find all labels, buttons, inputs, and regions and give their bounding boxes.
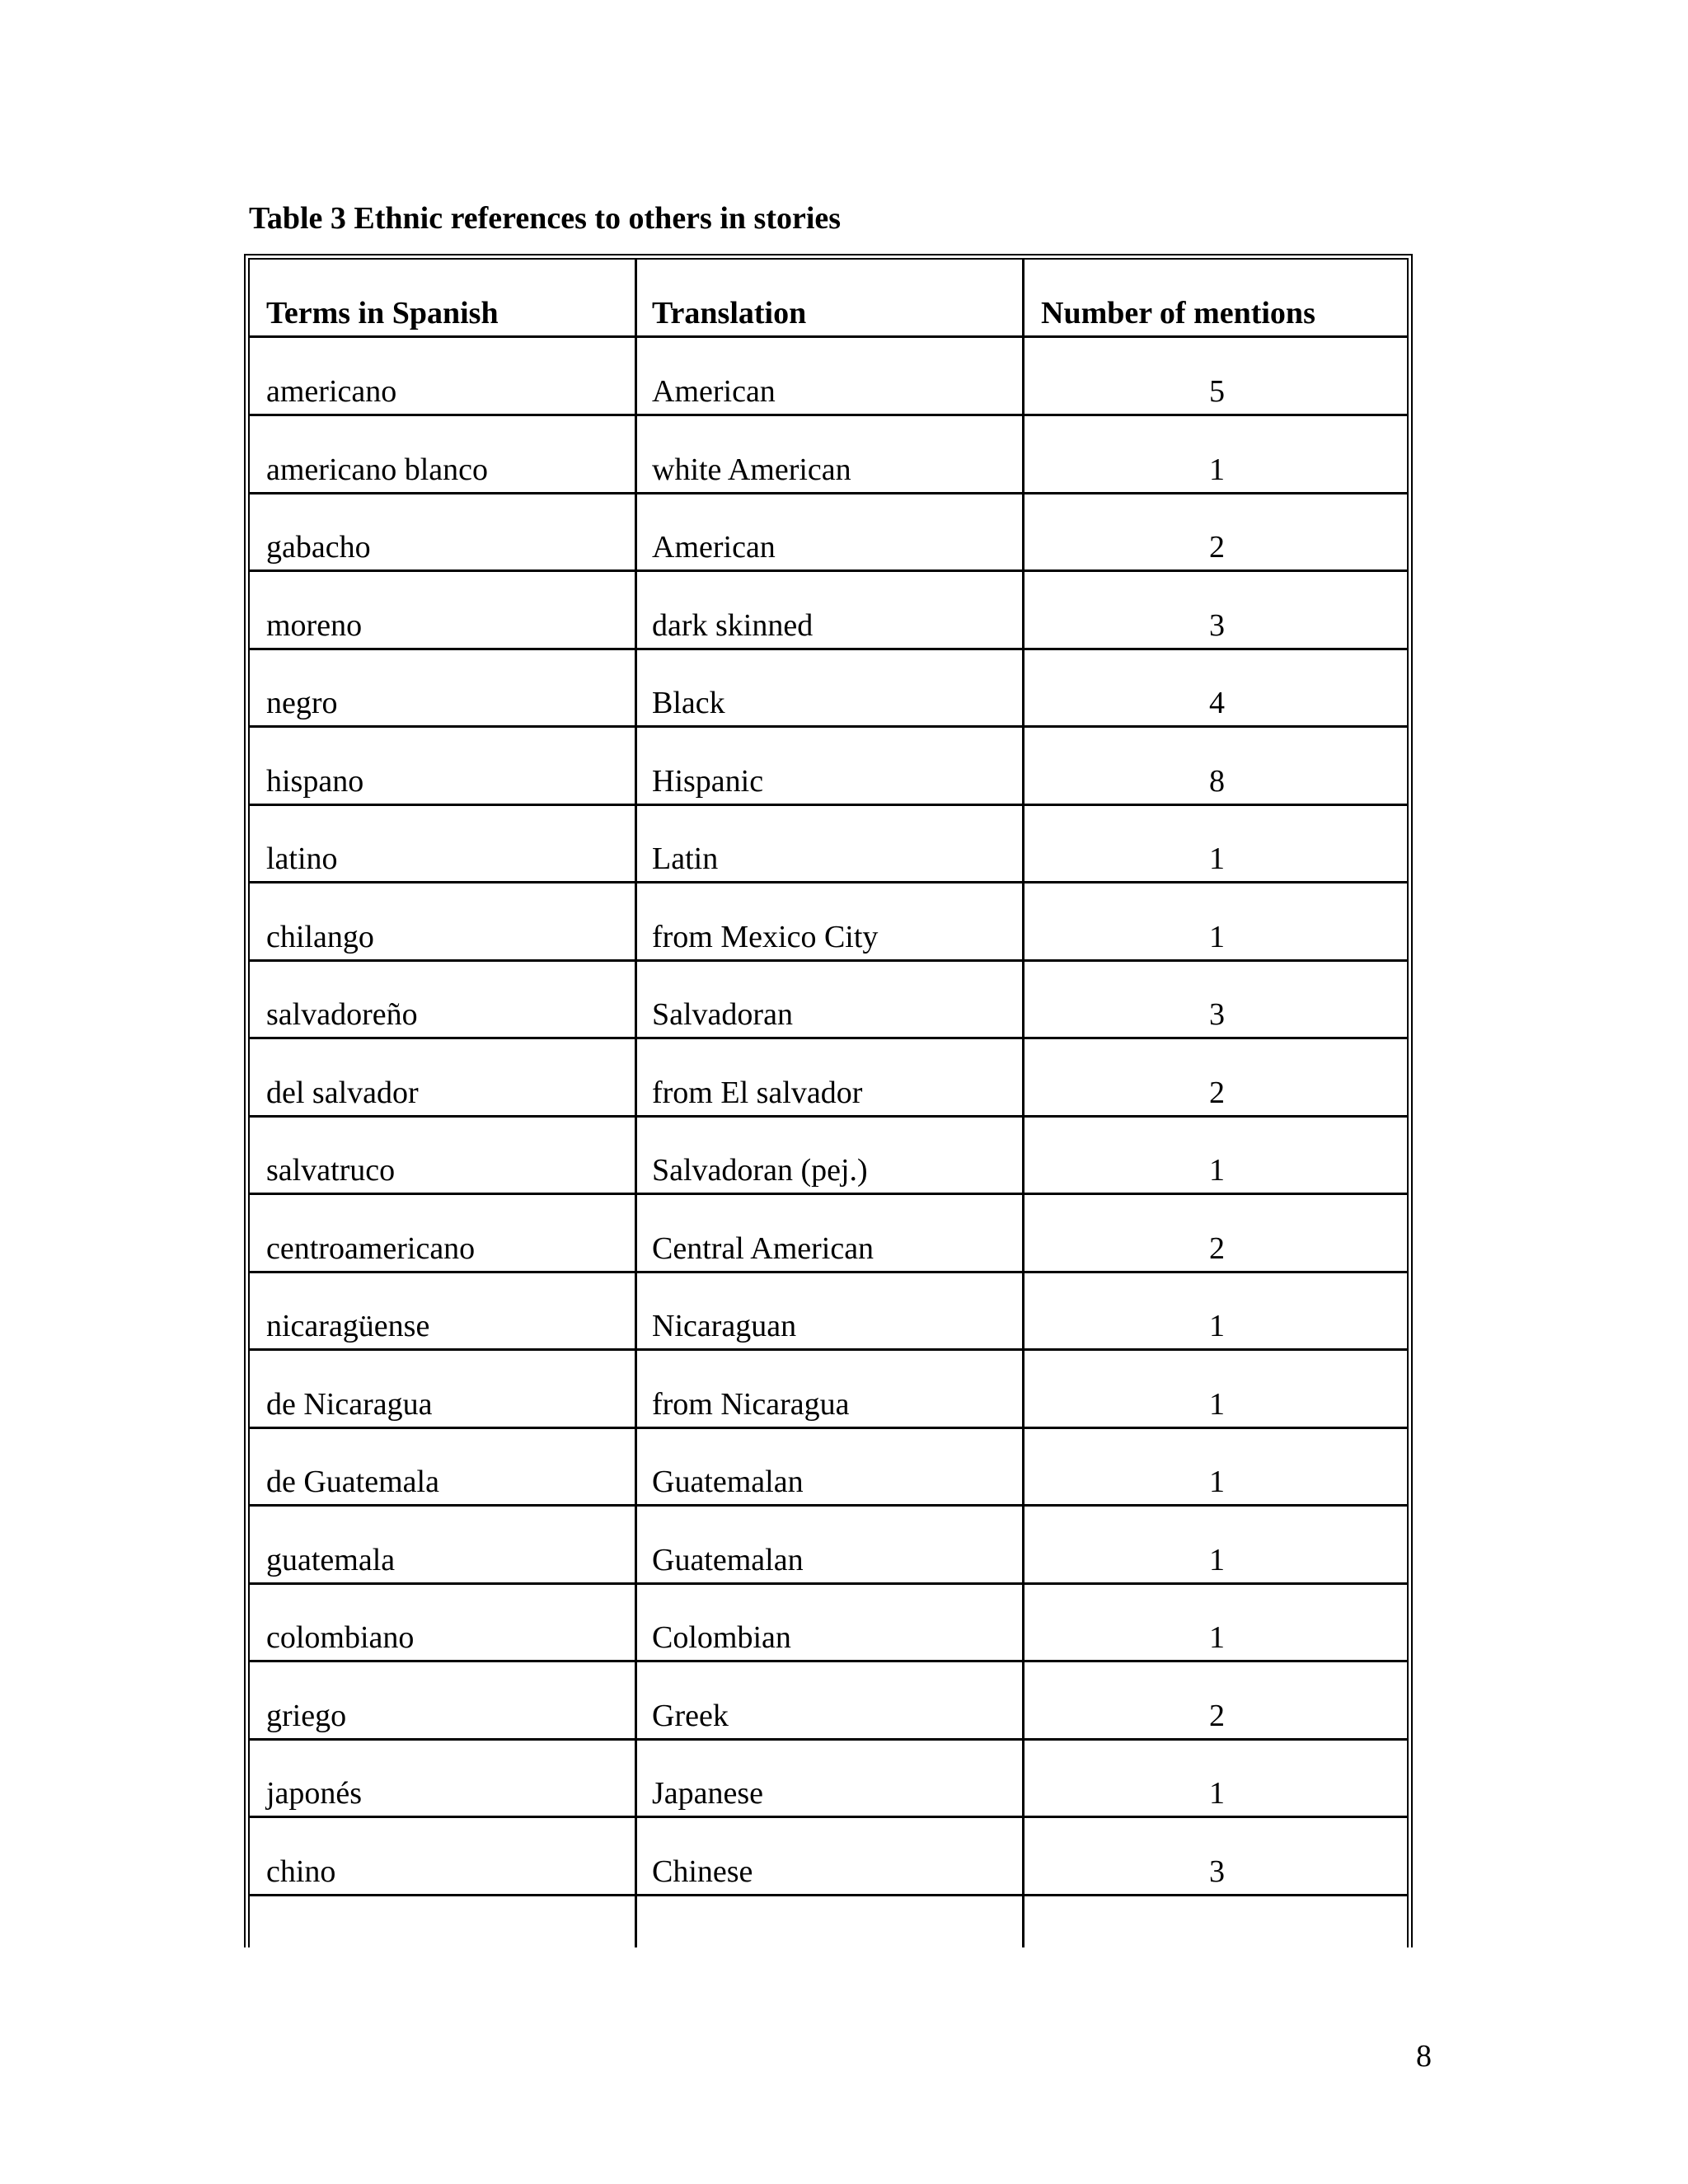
mentions-cell: 1 [1209,1620,1225,1655]
translation-cell: American [652,530,776,565]
table-row [250,338,1407,416]
table-row [250,1117,1407,1195]
term-cell: gabacho [266,530,371,565]
translation-cell: Greek [652,1698,729,1733]
table-row [250,1351,1407,1429]
translation-cell: from Nicaragua [652,1386,850,1422]
table-row [250,1818,1407,1896]
table-row [250,416,1407,494]
term-cell: centroamericano [266,1230,476,1266]
translation-cell: American [652,374,776,409]
translation-cell: dark skinned [652,607,814,643]
translation-cell: Black [652,686,725,720]
mentions-cell: 2 [1209,1075,1225,1110]
translation-cell: from El salvador [652,1075,863,1110]
mentions-cell: 1 [1209,1465,1225,1499]
table-row [250,1662,1407,1741]
translation-cell: from Mexico City [652,919,879,954]
mentions-cell: 2 [1209,1230,1225,1266]
mentions-cell: 1 [1209,452,1225,487]
term-cell: salvadoreño [266,997,418,1032]
table-row [250,1272,1407,1351]
term-cell: chino [266,1854,336,1889]
translation-cell: Japanese [652,1776,764,1811]
term-cell: americano blanco [266,452,489,487]
mentions-cell: 1 [1209,1309,1225,1343]
term-cell: colombiano [266,1620,415,1655]
page-number: 8 [1416,2039,1432,2074]
translation-cell: white American [652,452,851,487]
table-row [250,961,1407,1039]
mentions-cell: 1 [1209,841,1225,876]
translation-cell: Colombian [652,1620,791,1655]
table-header-row [250,260,1407,338]
table-caption: Table 3 Ethnic references to others in stories [249,201,842,236]
table-row [250,494,1407,572]
header-number-of-mentions: Number of mentions [1041,296,1315,330]
mentions-cell: 1 [1209,919,1225,954]
table-row [250,805,1407,883]
translation-cell: Guatemalan [652,1542,804,1577]
table-row [250,728,1407,806]
translation-cell: Chinese [652,1854,753,1889]
table-row [250,1740,1407,1818]
table-row [250,649,1407,728]
table-row [250,1195,1407,1273]
mentions-cell: 3 [1209,607,1225,643]
term-cell: negro [266,686,338,720]
translation-cell: Latin [652,841,719,876]
header-terms-in-spanish: Terms in Spanish [266,296,499,330]
mentions-cell: 1 [1209,1153,1225,1188]
mentions-cell: 4 [1209,686,1225,720]
mentions-cell: 3 [1209,1854,1225,1889]
table-row [250,1584,1407,1662]
mentions-cell: 2 [1209,1698,1225,1733]
table-row [250,1507,1407,1585]
ethnic-references-table [244,254,1413,1947]
mentions-cell: 3 [1209,997,1225,1032]
translation-cell: Hispanic [652,763,764,799]
translation-cell: Salvadoran [652,997,793,1032]
term-cell: salvatruco [266,1153,396,1188]
term-cell: japonés [266,1776,363,1811]
term-cell: americano [266,374,397,409]
term-cell: de Guatemala [266,1465,439,1499]
term-cell: guatemala [266,1542,396,1577]
mentions-cell: 5 [1209,374,1225,409]
translation-cell: Salvadoran (pej.) [652,1153,868,1188]
table-row [250,1039,1407,1118]
table-row [250,1428,1407,1507]
mentions-cell: 1 [1209,1776,1225,1811]
term-cell: del salvador [266,1075,419,1110]
table-row [250,883,1407,962]
translation-cell: Nicaraguan [652,1309,797,1343]
mentions-cell: 8 [1209,763,1225,799]
term-cell: latino [266,841,338,876]
translation-cell: Central American [652,1230,874,1266]
mentions-cell: 2 [1209,530,1225,565]
mentions-cell: 1 [1209,1386,1225,1422]
translation-cell: Guatemalan [652,1465,804,1499]
term-cell: de Nicaragua [266,1386,433,1422]
term-cell: nicaragüense [266,1309,430,1343]
term-cell: chilango [266,919,374,954]
term-cell: moreno [266,607,363,643]
term-cell: griego [266,1698,347,1733]
term-cell: hispano [266,763,364,799]
mentions-cell: 1 [1209,1542,1225,1577]
table-row [250,572,1407,650]
header-translation: Translation [652,296,807,330]
